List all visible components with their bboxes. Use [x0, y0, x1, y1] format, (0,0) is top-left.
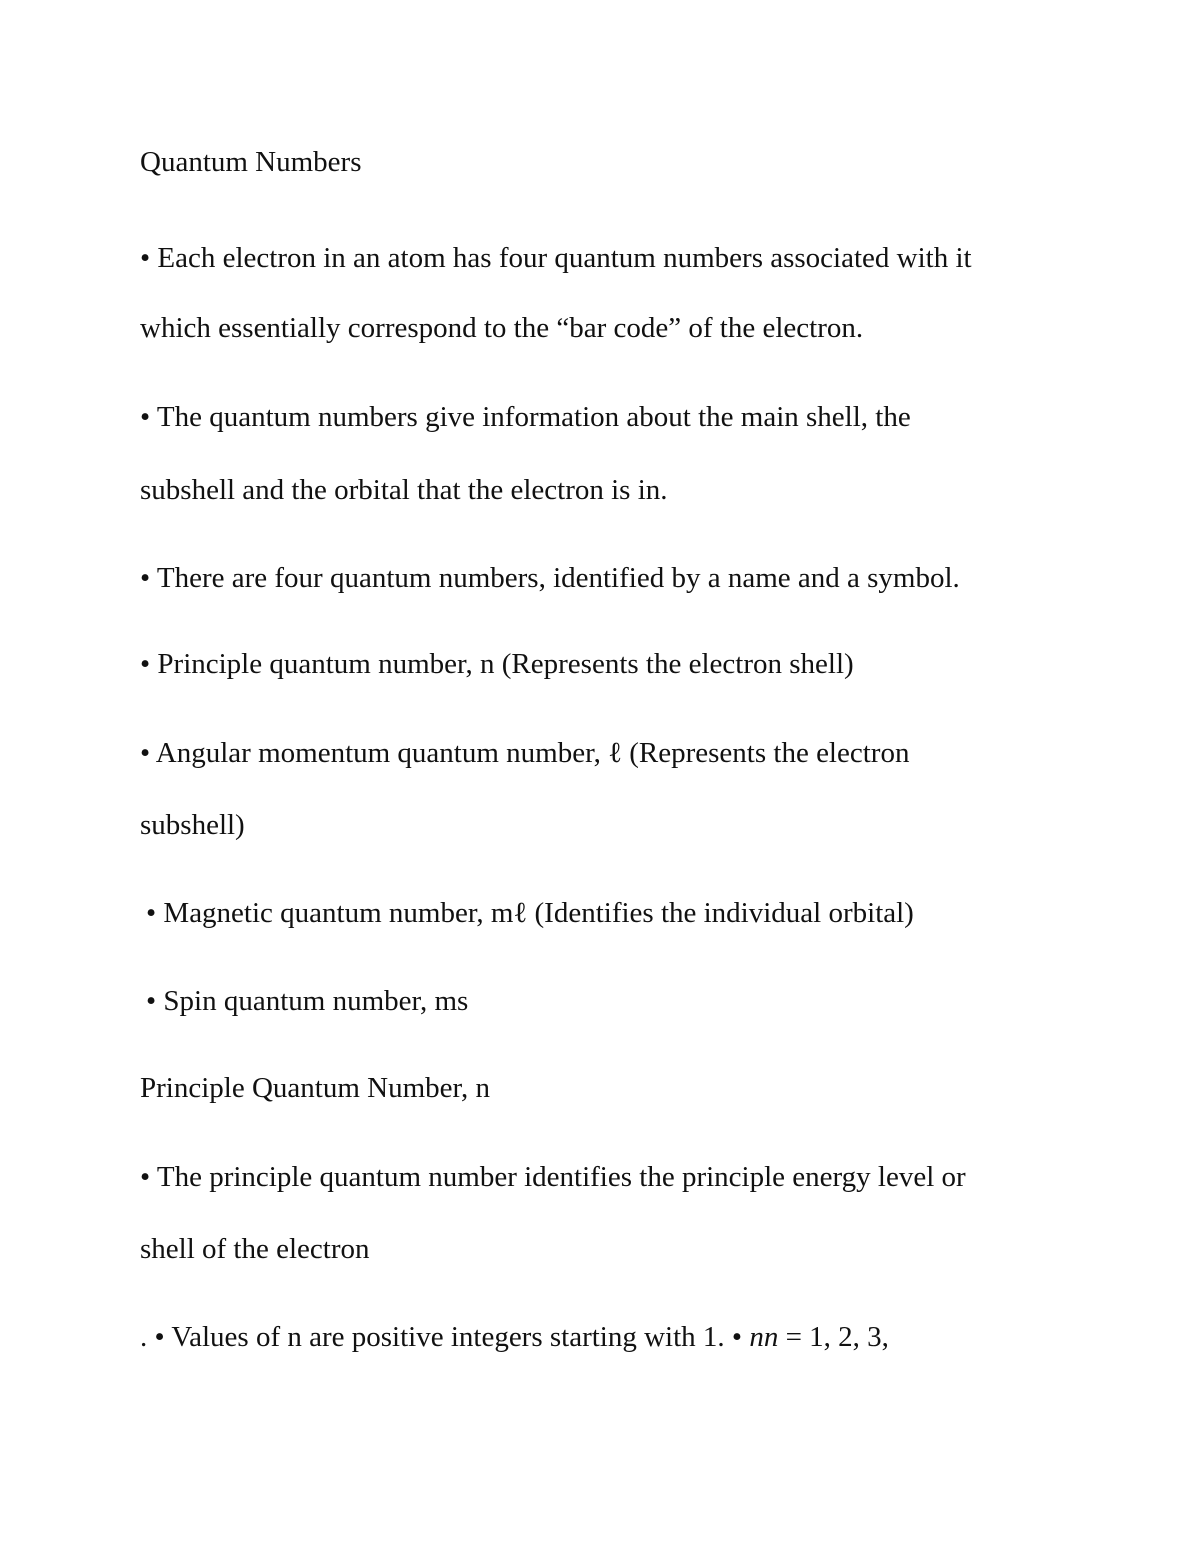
- bullet-four-quantum-numbers: • Each electron in an atom has four quantum numbers associated with it: [140, 242, 972, 274]
- bullet-values-of-n: [140, 1320, 889, 1355]
- bullet-angular-momentum: • Angular momentum quantum number, ℓ (Represents the electron: [140, 737, 910, 769]
- bullet-spin-quantum-number: • Spin quantum number, ms: [146, 985, 469, 1017]
- bullet-principle-quantum-number: • Principle quantum number, n (Represents the electron shell): [140, 648, 854, 680]
- values-text: . • Values of n are positive integers starting with 1. •: [140, 1321, 750, 1353]
- heading-principle-quantum-number: Principle Quantum Number, n: [140, 1072, 490, 1104]
- text-line: subshell): [140, 809, 245, 841]
- heading-quantum-numbers: Quantum Numbers: [140, 146, 362, 178]
- bullet-shell-information: • The quantum numbers give information about the main shell, the: [140, 401, 911, 433]
- text-line: shell of the electron: [140, 1233, 370, 1265]
- math-variable: nn: [749, 1321, 779, 1353]
- bullet-magnetic-quantum-number: • Magnetic quantum number, mℓ (Identifies the individual orbital): [146, 897, 914, 929]
- values-tail: = 1, 2, 3,: [778, 1321, 889, 1353]
- text-line: subshell and the orbital that the electron is in.: [140, 474, 668, 506]
- bullet-principle-energy-level: • The principle quantum number identifies the principle energy level or: [140, 1161, 966, 1193]
- bullet-name-and-symbol: • There are four quantum numbers, identified by a name and a symbol.: [140, 562, 960, 594]
- text-line: which essentially correspond to the “bar code” of the electron.: [140, 312, 864, 344]
